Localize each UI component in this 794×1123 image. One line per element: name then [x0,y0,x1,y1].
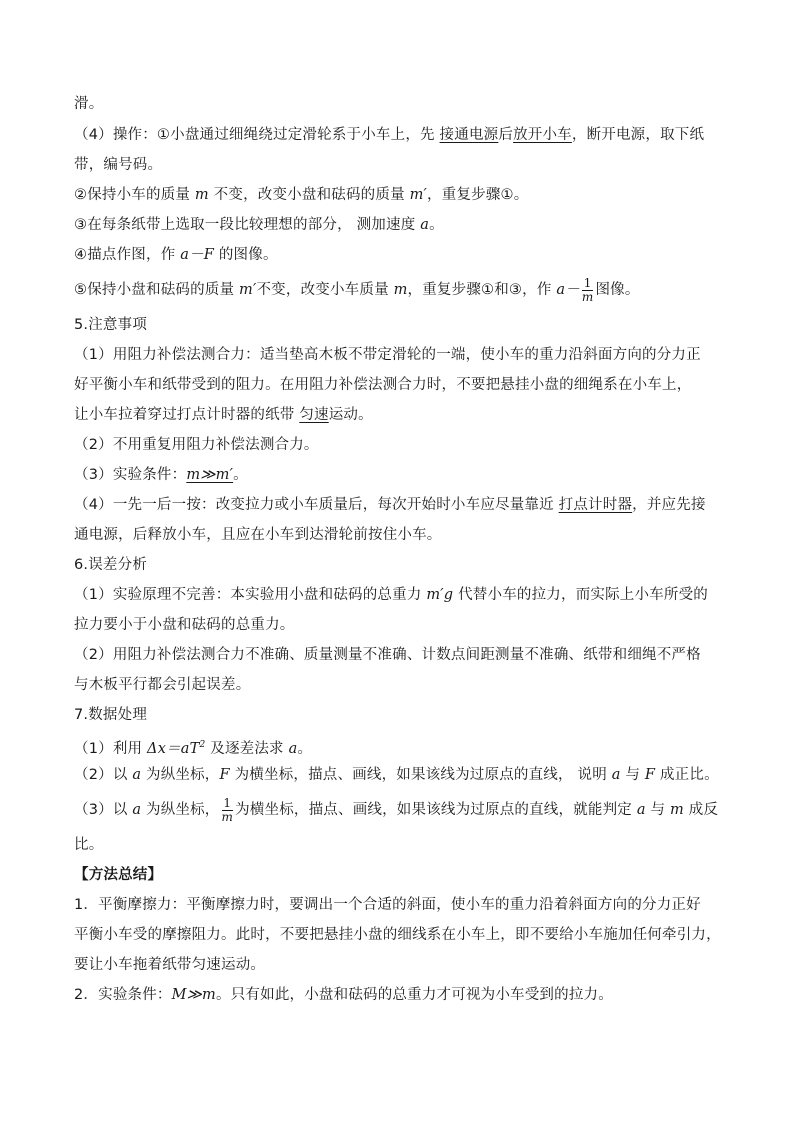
text: （3）以 [74,802,133,818]
text-line [74,580,724,610]
text: ，重复步骤①。 [427,187,529,203]
underlined-text: 接通电源 [439,127,499,143]
section-heading [74,310,724,340]
text: （3）实验条件： [74,467,187,483]
math: a [636,802,646,818]
document-page [74,88,724,1010]
fraction [222,797,234,824]
text-line [74,890,724,920]
text: 为纵坐标， [141,802,220,818]
text: 代替小车的拉力，而实际上小车所受的 [453,587,708,603]
text: 【方法总结】 [74,867,163,883]
fraction-denominator: m [581,289,594,304]
text-line [74,210,724,240]
math: a [420,217,430,233]
text-line [74,340,724,370]
text-line [74,240,724,270]
text: 5.注意事项 [74,317,148,333]
text: 。 [429,217,444,233]
text: （2）以 [74,767,133,783]
math: a [132,802,142,818]
text: 。 [297,740,313,757]
text: ②保持小车的质量 [74,187,195,203]
underlined-text: 打点计时器 [558,497,633,513]
text-line [74,400,724,430]
text: ④描点作图，作 [74,247,181,263]
text: 及逐差法求 [205,740,289,757]
text: （4）一先一后一按：改变拉力或小车质量后，每次开始时小车应尽量靠近 [74,497,559,513]
math: a [611,767,621,783]
math: m [393,282,408,298]
fraction [582,277,594,304]
text: 与 [645,802,671,818]
fraction-numerator: 1 [223,795,232,810]
text: 成反 [683,802,719,818]
fraction-denominator: m [221,809,234,824]
text: ，并应先接 [632,497,706,513]
superscript: 2 [199,740,206,750]
math: a [132,767,142,783]
text: ，断开电源，取下纸 [571,127,705,143]
text: 2．实验条件： [74,987,172,1003]
method-summary-heading [74,860,724,890]
text: 成正比。 [655,767,719,783]
section-heading [74,700,724,730]
section-heading [74,550,724,580]
text: 通电源，后释放小车，且应在小车到达滑轮前按住小车。 [74,527,442,543]
text-line [74,370,724,400]
text-line [74,980,724,1010]
text: 7.数据处理 [74,707,148,723]
text-line [74,640,724,670]
text-line [74,920,724,950]
text: 与 [620,767,645,783]
fraction-numerator: 1 [583,275,592,290]
underlined-text: 匀速 [299,407,329,423]
text: 不变，改变小车质量 [256,282,394,298]
text: 带，编号码。 [74,157,163,173]
text: 比。 [74,837,104,853]
text: （2）不用重复用阻力补偿法测合力。 [74,437,319,453]
text-line [74,460,724,490]
text: 运动。 [328,407,373,423]
math: a [288,740,298,757]
text: 。 [233,467,248,483]
text: 滑。 [74,96,104,112]
text: 让小车拉着穿过打点计时器的纸带 [74,407,300,423]
text-line [74,610,724,640]
text: 图像。 [595,282,640,298]
underlined-text: 放开小车 [513,127,572,143]
text: 平衡小车受的摩擦阻力。此时，不要把悬挂小盘的细线系在小车上，即不要给小车施加任何牵引力， [74,927,721,943]
text: （1）实验原理不完善：本实验用小盘和砝码的总重力 [74,587,427,603]
text: ⑤保持小盘和砝码的质量 [74,282,240,298]
math: Δx＝aT [147,740,200,757]
math: m′ [409,187,428,203]
text-line [74,830,724,860]
math: a－ [556,282,580,298]
text-line [74,790,724,830]
text-line [74,180,724,210]
math: F [219,767,230,783]
text: ，重复步骤①和③，作 [407,282,557,298]
text: 为横坐标，描点、画线，如果该线为过原点的直线， 说明 [229,767,612,783]
text: 与木板平行都会引起误差。 [74,677,251,693]
text: 为纵坐标， [141,767,220,783]
text: 。只有如此，小盘和砝码的总重力才可视为小车受到的拉力。 [216,987,613,1003]
text: （4）操作：①小盘通过细绳绕过定滑轮系于小车上，先 [74,127,440,143]
math: m≫m′ [186,467,234,483]
text: 要让小车拖着纸带匀速运动。 [74,957,266,973]
math: m′g [426,587,454,603]
text-line [74,120,724,150]
math: a－F [180,247,215,263]
text-line [74,88,724,120]
text: ③在每条纸带上选取一段比较理想的部分， 测加速度 [74,217,421,233]
text-line [74,670,724,700]
text: 不变，改变小盘和砝码的质量 [208,187,410,203]
text-line [74,430,724,460]
text-line [74,150,724,180]
math: m [670,802,684,818]
text: 6.误差分析 [74,557,148,573]
text-line [74,270,724,310]
math: m′ [239,282,257,298]
text: 为横坐标，描点、画线，如果该线为过原点的直线，就能判定 [235,802,637,818]
text: 的图像。 [214,247,278,263]
text-line [74,520,724,550]
math: m [194,187,209,203]
text-line [74,730,724,760]
math: M≫m [171,987,217,1003]
text: 拉力要小于小盘和砝码的总重力。 [74,617,295,633]
text: 后 [498,127,514,143]
text-line [74,490,724,520]
math: F [644,767,656,783]
text: （2）用阻力补偿法测合力不准确、质量测量不准确、计数点间距测量不准确、纸带和细绳不严格 [74,647,701,663]
text: 好平衡小车和纸带受到的阻力。在用阻力补偿法测合力时，不要把悬挂小盘的细绳系在小车上， [74,377,692,393]
text: 1．平衡摩擦力：平衡摩擦力时，要调出一个合适的斜面，使小车的重力沿着斜面方向的分力正好 [74,897,701,913]
text: （1）利用 [74,740,148,757]
text-line [74,950,724,980]
text-line [74,760,724,790]
text: （1）用阻力补偿法测合力：适当垫高木板不带定滑轮的一端，使小车的重力沿斜面方向的分力正 [74,347,701,363]
